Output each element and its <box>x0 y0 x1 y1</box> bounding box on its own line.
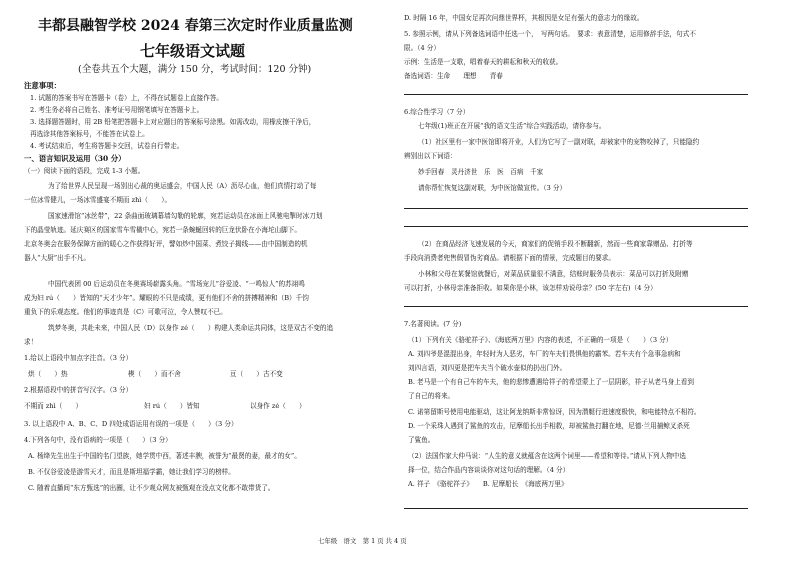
passage-line: 国家速滑馆“冰丝带”，22 条曲面玻璃幕墙勾勒的轮廓，宛若运动员在冰面上风驰电掣时冰刀划 <box>48 212 323 220</box>
question-7-stem: （1）下列有关《骆驼祥子》、《海底两万里》内容的表述，不正确的一项是（ ）（3 分） <box>408 336 673 344</box>
exam-title: 丰都县融智学校 2024 春第三次定时作业质量监测 <box>38 18 353 34</box>
passage-line: 重负下的乐观态度。他们的事迹真是（C）可歌可泣，令人赞叹不已。 <box>24 308 227 316</box>
question-6-line: （2）在商品经济飞速发展的今天，商家们的促销手段不断翻新，然而一些商家靠赠品、打折等 <box>418 240 693 248</box>
passage-line: 下的晶莹轨迹。延庆赛区的国家雪车雪橇中心，宛若一条蜿蜒回转的巨龙伏卧在小海坨山脚下。 <box>24 226 301 234</box>
question-1-part: 亘（ ）古不变 <box>230 370 283 378</box>
note-item: 4. 考试结束后，考生将答题卡交回，试卷自行带走。 <box>30 142 184 150</box>
section1-intro: （一）阅读下面的语段，完成 1-3 小题。 <box>24 167 145 175</box>
question-5-example: 示例：生活是一支歌，唱着春天的耕耘和秋天的收获。 <box>404 58 563 66</box>
page-footer: 七年级 语文 第 1 页 共 4 页 <box>318 537 407 545</box>
question-7-line: （2）法国作家大仲马说：“人生的意义就蕴含在这两个词里——希望和等待。”请从下列人物中选 <box>408 452 686 460</box>
question-2-part: 不期而 zhì（ ） <box>24 402 83 410</box>
question-6-line: 七年级(1)班正在开展“我的语文生活”综合实践活动，请你参与。 <box>418 122 606 130</box>
question-6-line: 辨别出以下词语： <box>404 152 457 160</box>
question-4-option: A. 杨绛先生出生于中国的名门望族，她学贯中西，著述丰腴，被誉为“最贤的妻，最才的女”。 <box>28 452 301 460</box>
question-7-option: C. 诺第留斯号使用电能驱动，这让阿龙纳斯非常惊讶，因为潜艇行进速度极快，和电能特点不相符。 <box>408 408 701 416</box>
question-7-option: A. 刘四爷是混混出身，年轻时为人恶劣，车厂的车夫们畏惧他的霸苯。若车夫有个急事急病和 <box>408 350 681 358</box>
exam-subtitle-grade: 七年级语文试题 <box>140 42 246 60</box>
question-7-option: 刘四言语，刘四更是把车夫当个破水壶似的扔出门外。 <box>408 364 567 372</box>
passage-line: 成为妇 rú（ ）皆知的“天才少年”。耀眼的不只是成绩，更有他们不舍的拼搏精神和（B）千钧 <box>24 294 309 302</box>
question-7-option: 了自己的将来。 <box>408 392 455 400</box>
section1-heading: 一、语言知识及运用（30 分） <box>24 154 126 163</box>
passage-line: 一位冰雪健儿，一场冰雪盛宴不期而 zhì（ ）。 <box>24 196 172 204</box>
passage-line: 中国代表团 00 后运动员在冬奥赛场崭露头角。“雪场宠儿”谷爱凌、“一鸣惊人”的苏翊鸣 <box>48 280 305 288</box>
question-3: 3. 以上语段中 A、B、C、D 四处成语运用有误的一项是（ ）（3 分） <box>24 420 238 428</box>
question-6-line: 手段向消费者兜售假冒伪劣商品。请根据下面的情景，完成题目的要求。 <box>404 254 615 262</box>
answer-line <box>404 306 748 307</box>
passage-line: 为了给世界人民呈现一场别出心裁的奥运盛会，中国人民（A）沥尽心血，他们真情打动了每 <box>48 182 317 190</box>
question-6-heading: 6.综合性学习（7 分） <box>404 108 470 116</box>
question-5-line: 限。（4 分） <box>404 44 440 52</box>
question-6-words: 妙手回春 灵丹济世 乐 医 百病 千家 <box>418 168 544 176</box>
question-7-heading: 7.名著阅读。(7 分) <box>404 320 462 328</box>
question-6-line: 请你帮忙恢复这副对联，为中医馆做宣传。（3 分） <box>418 184 567 192</box>
notes-heading: 注意事项： <box>24 81 61 90</box>
passage-line: 求！ <box>24 338 38 346</box>
question-7-choices: A. 祥子 《骆驼祥子》 B. 尼摩船长 《海底两万里》 <box>408 480 568 488</box>
note-item: 3. 选择题答题时，用 2B 铅笔把答题卡上对应题目的答案标号涂黑。如需改动，用橡皮擦干净后， <box>30 118 316 126</box>
answer-line <box>404 94 748 95</box>
question-7-option: D. 一个采珠人遇到了鲨鱼的攻击，尼摩船长出手相救，却被鲨鱼打翻在地，尼德·兰用捕鲸叉杀死 <box>408 422 690 430</box>
question-7-option: 了鲨鱼。 <box>408 436 435 444</box>
answer-line <box>404 226 748 227</box>
question-6-line: 小林和父母在某餐馆就餐后，对菜品质量很不满意，结账时服务员表示：菜品可以打折及附赠 <box>418 270 689 278</box>
answer-line <box>404 208 748 209</box>
question-1-part: 烘（ ）热 <box>28 370 68 378</box>
note-item: 2. 考生务必将自己姓名、准考证号用钢笔填写在答题卡上。 <box>30 106 204 114</box>
answer-line <box>404 508 748 509</box>
question-4-option: C. 随着直播间“东方甄选”的出圈，让不少观众网友被甄观在没点文化都不敢带货了。 <box>28 484 275 492</box>
question-4-option: D. 时隔 16 年，中国女足再次问鼎世界杯，其根因是女足有强大的意志力的缘故。 <box>404 14 644 22</box>
question-4-option: B. 不仅谷爱凌是游雪天才，而且是斯坦福学霸，她让我们学习的榜样。 <box>28 468 235 476</box>
note-item: 再选涂其他答案标号，不能答在试卷上。 <box>30 130 149 138</box>
note-item: 1. 试题的答案书写在答题卡（卷）上，不得在试题卷上直接作答。 <box>30 94 224 102</box>
question-1-stem: 1.给以上语段中加点字注音。（3 分） <box>24 354 133 362</box>
question-4-stem: 4.下列各句中，没有语病的一项是（ ）（3 分） <box>24 436 172 444</box>
question-2-part: 妇 rú（ ）皆知 <box>144 402 200 410</box>
question-7-option: B. 老马是一个有自己车的车夫，他的悲惨遭遇给祥子的希望蒙上了一层阴影，祥子从老马身上看到 <box>408 378 694 386</box>
question-1-part: 楔（ ）而不舍 <box>128 370 181 378</box>
passage-line: 北京冬奥会在服务保障方面的暖心之作获得好评，譬如炒中国菜、煮饺子揭线——由中国制造的机 <box>24 240 308 248</box>
question-5-words: 备选词语：生命 理想 青春 <box>404 72 503 80</box>
question-2-part: 以身作 zé（ ） <box>250 402 306 410</box>
passage-line: 筑梦冬奥，共赴未来，中国人民（D）以身作 zé（ ）构建人类命运共同体，这是双古不变的追 <box>48 324 334 332</box>
exam-info: (全卷共五个大题，满分 150 分，考试时间：120 分钟) <box>78 64 312 75</box>
question-6-line: 可以打折，小林母亲准备拒收。如果你是小林，该怎样劝说母亲？(50 字左右)（4 分） <box>404 284 657 292</box>
passage-line: 器人“大厨”出手不凡。 <box>24 254 91 262</box>
question-6-line: （1）社区里有一家中医馆即将开业，人们为它写了一副对联，却被家中的宠物咬掉了，只能隐约 <box>418 138 700 146</box>
question-2-stem: 2.根据语段中的拼音写汉字。（3 分） <box>24 386 133 394</box>
question-5-line: 5. 参照示例，请从下列备选词语中任选一个， 写两句话。 要求：表意清楚，运用修辞手法，句式不 <box>404 30 696 38</box>
question-7-line: 择一位，结合作品内容谈谈你对这句话的理解。（4 分） <box>408 466 570 474</box>
